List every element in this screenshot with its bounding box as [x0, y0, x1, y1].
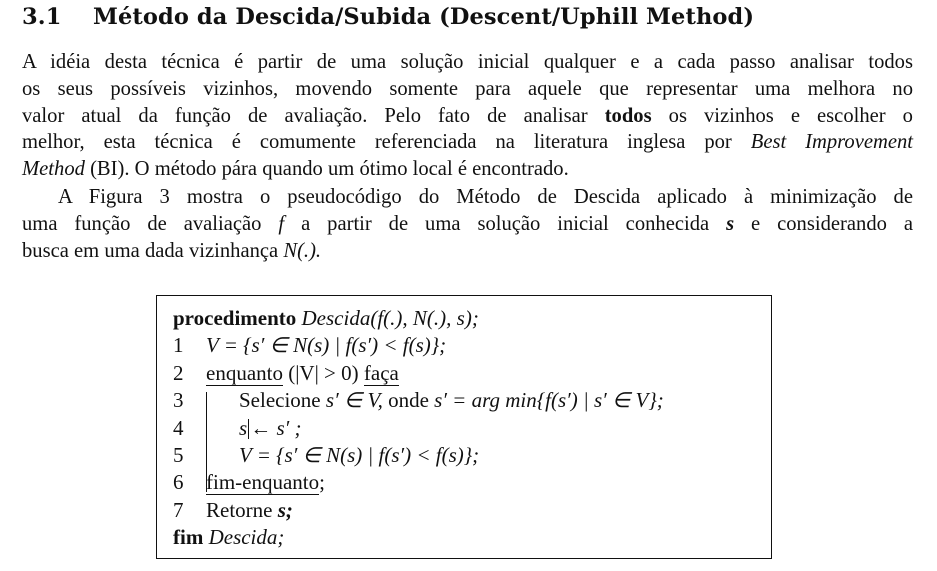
text-line: busca em uma dada vizinhança N(.). [22, 239, 322, 262]
paragraph-intro [22, 49, 913, 183]
pseudocode-line-6: 6 fim-enquanto; [173, 470, 325, 495]
pseudocode-line-5: 5 V = {s′ ∈ N(s) | f(s′) < f(s)}; [173, 442, 480, 467]
text-line: uma função de avaliação f a partir de uma solução inicial conhecida s e considerando a [22, 212, 913, 235]
pseudocode-line-4: 4 s ← s′ ; [173, 415, 302, 440]
pseudocode-footer: fim Descida; [173, 525, 285, 550]
text-line: valor atual da função de avaliação. Pelo fato de analisar todos os vizinhos e escolher o [22, 104, 913, 127]
emphasis-todos: todos [604, 104, 652, 127]
pseudocode-line-7: 7 Retorne s; [173, 497, 293, 522]
paragraph-figure-ref [22, 184, 913, 264]
pseudocode-line-3: 3 Selecione s′ ∈ V, onde s′ = arg min{f(s′) | s′ ∈ V}; [173, 388, 664, 413]
text-line: Method (BI). O método pára quando um ótimo local é encontrado. [22, 158, 569, 181]
section-number: 3.1 [22, 4, 62, 30]
text-line: A idéia desta técnica é partir de uma solução inicial qualquer e a cada passo analisar todos [22, 51, 913, 73]
pseudocode-line-2: 2 enquanto (|V| > 0) faça [173, 360, 399, 385]
pseudocode-block [173, 305, 664, 552]
pseudocode-line-1: 1 V = {s′ ∈ N(s) | f(s′) < f(s)}; [173, 333, 447, 358]
section-title: Método da Descida/Subida (Descent/Uphill Method) [93, 4, 755, 30]
text-line: melhor, esta técnica é comumente referenciada na literatura inglesa por Best Improvement [22, 131, 914, 154]
section-heading [22, 4, 754, 30]
text-line: os seus possíveis vizinhos, movendo somente para aquele que representar uma melhora no [22, 77, 913, 100]
text-line: A Figura 3 mostra o pseudocódigo do Método de Descida aplicado à minimização de [58, 186, 913, 208]
pseudocode-header: procedimento Descida(f(.), N(.), s); [173, 306, 479, 330]
